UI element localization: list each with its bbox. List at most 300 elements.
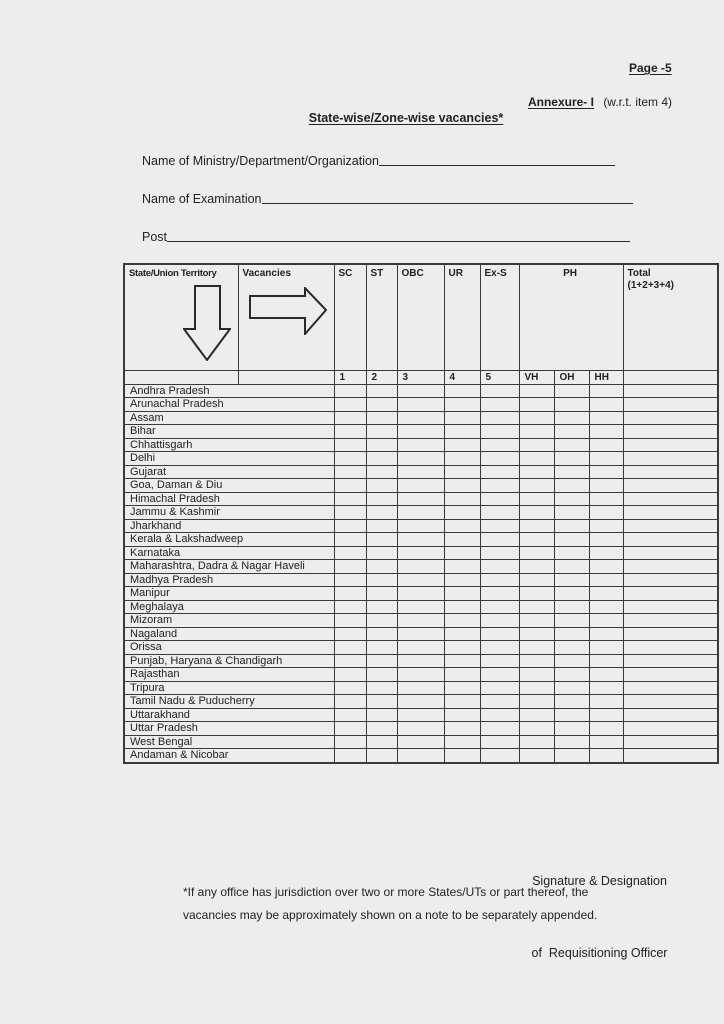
cell-total (623, 560, 718, 574)
col-header-state (124, 264, 238, 370)
cell-oh (554, 614, 589, 628)
cell-obc (397, 695, 444, 709)
cell-st (366, 587, 397, 601)
cell-exs (480, 614, 519, 628)
cell-exs (480, 465, 519, 479)
cell-vh (519, 560, 554, 574)
subheader-vacancies-empty (238, 370, 334, 384)
cell-oh (554, 425, 589, 439)
cell-st (366, 425, 397, 439)
cell-vh (519, 695, 554, 709)
cell-obc (397, 708, 444, 722)
cell-hh (589, 452, 623, 466)
cell-oh (554, 722, 589, 736)
subheader-sc: 1 (334, 370, 366, 384)
table-row (124, 735, 718, 749)
table-row (124, 749, 718, 763)
table-row (124, 695, 718, 709)
cell-obc (397, 627, 444, 641)
cell-vh (519, 668, 554, 682)
col-header-state-label: State/Union Territory (129, 268, 217, 279)
state-name-cell: Chhattisgarh (124, 438, 334, 452)
subheader-vh: VH (519, 370, 554, 384)
cell-vh (519, 438, 554, 452)
cell-vh (519, 425, 554, 439)
cell-total (623, 573, 718, 587)
cell-ur (444, 654, 480, 668)
cell-sc (334, 465, 366, 479)
cell-total (623, 546, 718, 560)
form-field-ministry-label: Name of Ministry/Department/Organization (142, 154, 379, 168)
cell-obc (397, 681, 444, 695)
cell-exs (480, 641, 519, 655)
cell-sc (334, 452, 366, 466)
state-name-cell: West Bengal (124, 735, 334, 749)
cell-exs (480, 708, 519, 722)
cell-vh (519, 546, 554, 560)
subheader-ur: 4 (444, 370, 480, 384)
cell-hh (589, 681, 623, 695)
cell-st (366, 749, 397, 763)
cell-exs (480, 560, 519, 574)
cell-sc (334, 398, 366, 412)
cell-vh (519, 654, 554, 668)
cell-exs (480, 587, 519, 601)
state-name-cell: Nagaland (124, 627, 334, 641)
table-row (124, 641, 718, 655)
cell-total (623, 411, 718, 425)
cell-hh (589, 398, 623, 412)
table-row (124, 506, 718, 520)
table-row (124, 465, 718, 479)
col-header-total (623, 264, 718, 370)
cell-total (623, 533, 718, 547)
cell-oh (554, 681, 589, 695)
state-name-cell: Himachal Pradesh (124, 492, 334, 506)
cell-total (623, 735, 718, 749)
state-name-cell: Rajasthan (124, 668, 334, 682)
cell-obc (397, 398, 444, 412)
cell-obc (397, 533, 444, 547)
cell-oh (554, 438, 589, 452)
cell-sc (334, 438, 366, 452)
cell-sc (334, 627, 366, 641)
cell-sc (334, 492, 366, 506)
cell-oh (554, 708, 589, 722)
cell-hh (589, 384, 623, 398)
cell-obc (397, 560, 444, 574)
col-header-total-line2: (1+2+3+4) (627, 280, 674, 291)
state-name-cell: Mizoram (124, 614, 334, 628)
col-header-sc: SC (334, 264, 366, 370)
cell-hh (589, 668, 623, 682)
cell-vh (519, 749, 554, 763)
cell-obc (397, 749, 444, 763)
table-row (124, 384, 718, 398)
table-row (124, 479, 718, 493)
state-name-cell: Jharkhand (124, 519, 334, 533)
cell-ur (444, 492, 480, 506)
right-arrow-icon (249, 287, 327, 335)
cell-vh (519, 722, 554, 736)
subheader-st: 2 (366, 370, 397, 384)
cell-oh (554, 384, 589, 398)
cell-ur (444, 384, 480, 398)
state-name-cell: Tamil Nadu & Puducherry (124, 695, 334, 709)
cell-obc (397, 452, 444, 466)
table-row (124, 681, 718, 695)
cell-vh (519, 411, 554, 425)
cell-hh (589, 722, 623, 736)
table-row (124, 452, 718, 466)
cell-exs (480, 573, 519, 587)
cell-hh (589, 492, 623, 506)
cell-ur (444, 587, 480, 601)
form-field-post (142, 226, 630, 244)
state-name-cell: Arunachal Pradesh (124, 398, 334, 412)
cell-exs (480, 398, 519, 412)
cell-vh (519, 587, 554, 601)
state-name-cell: Madhya Pradesh (124, 573, 334, 587)
subheader-exs: 5 (480, 370, 519, 384)
cell-st (366, 614, 397, 628)
subheader-total-empty (623, 370, 718, 384)
cell-st (366, 411, 397, 425)
cell-sc (334, 519, 366, 533)
cell-ur (444, 722, 480, 736)
cell-exs (480, 654, 519, 668)
cell-exs (480, 600, 519, 614)
cell-sc (334, 587, 366, 601)
table-row (124, 654, 718, 668)
cell-exs (480, 492, 519, 506)
cell-hh (589, 560, 623, 574)
cell-total (623, 695, 718, 709)
cell-total (623, 749, 718, 763)
form-field-ministry (142, 150, 615, 168)
cell-hh (589, 654, 623, 668)
cell-st (366, 533, 397, 547)
cell-ur (444, 560, 480, 574)
cell-vh (519, 708, 554, 722)
table-row (124, 614, 718, 628)
cell-ur (444, 479, 480, 493)
table-row (124, 425, 718, 439)
cell-exs (480, 668, 519, 682)
cell-vh (519, 384, 554, 398)
cell-vh (519, 479, 554, 493)
cell-sc (334, 384, 366, 398)
cell-sc (334, 708, 366, 722)
table-row (124, 533, 718, 547)
cell-hh (589, 519, 623, 533)
cell-ur (444, 668, 480, 682)
cell-ur (444, 681, 480, 695)
cell-hh (589, 546, 623, 560)
cell-obc (397, 722, 444, 736)
cell-oh (554, 573, 589, 587)
cell-oh (554, 641, 589, 655)
cell-obc (397, 573, 444, 587)
cell-vh (519, 735, 554, 749)
state-name-cell: Meghalaya (124, 600, 334, 614)
cell-st (366, 465, 397, 479)
cell-obc (397, 492, 444, 506)
cell-total (623, 681, 718, 695)
cell-obc (397, 384, 444, 398)
cell-st (366, 627, 397, 641)
cell-st (366, 708, 397, 722)
cell-oh (554, 519, 589, 533)
cell-total (623, 587, 718, 601)
table-row (124, 587, 718, 601)
cell-sc (334, 641, 366, 655)
cell-oh (554, 560, 589, 574)
cell-total (623, 641, 718, 655)
cell-ur (444, 627, 480, 641)
cell-sc (334, 722, 366, 736)
cell-exs (480, 681, 519, 695)
cell-st (366, 735, 397, 749)
table-row (124, 573, 718, 587)
cell-obc (397, 411, 444, 425)
cell-ur (444, 600, 480, 614)
signature-line-2: of Requisitioning Officer (531, 946, 668, 960)
cell-st (366, 479, 397, 493)
cell-oh (554, 533, 589, 547)
cell-st (366, 722, 397, 736)
cell-total (623, 438, 718, 452)
cell-vh (519, 465, 554, 479)
cell-oh (554, 452, 589, 466)
footnote (183, 881, 663, 927)
cell-oh (554, 668, 589, 682)
cell-total (623, 425, 718, 439)
vacancies-table (123, 263, 719, 764)
cell-exs (480, 519, 519, 533)
state-name-cell: Maharashtra, Dadra & Nagar Haveli (124, 560, 334, 574)
cell-sc (334, 411, 366, 425)
table-row (124, 492, 718, 506)
cell-st (366, 519, 397, 533)
footnote-line-2: vacancies may be approximately shown on a note to be separately appended. (183, 908, 598, 922)
cell-st (366, 546, 397, 560)
cell-oh (554, 735, 589, 749)
annexure-label: Annexure- I (527, 95, 594, 109)
cell-sc (334, 668, 366, 682)
cell-hh (589, 411, 623, 425)
cell-total (623, 492, 718, 506)
col-header-vacancies-label: Vacancies (242, 268, 291, 279)
cell-obc (397, 465, 444, 479)
cell-oh (554, 587, 589, 601)
cell-exs (480, 479, 519, 493)
cell-sc (334, 546, 366, 560)
table-row (124, 438, 718, 452)
state-name-cell: Jammu & Kashmir (124, 506, 334, 520)
table-row (124, 627, 718, 641)
state-name-cell: Andaman & Nicobar (124, 749, 334, 763)
cell-obc (397, 506, 444, 520)
subheader-oh: OH (554, 370, 589, 384)
cell-vh (519, 681, 554, 695)
blank-fill-line (262, 203, 633, 204)
cell-exs (480, 384, 519, 398)
cell-vh (519, 452, 554, 466)
state-name-cell: Bihar (124, 425, 334, 439)
cell-sc (334, 573, 366, 587)
cell-exs (480, 425, 519, 439)
cell-exs (480, 452, 519, 466)
cell-exs (480, 735, 519, 749)
cell-ur (444, 398, 480, 412)
cell-oh (554, 695, 589, 709)
cell-hh (589, 425, 623, 439)
state-name-cell: Punjab, Haryana & Chandigarh (124, 654, 334, 668)
cell-exs (480, 533, 519, 547)
table-row (124, 411, 718, 425)
cell-oh (554, 411, 589, 425)
cell-st (366, 681, 397, 695)
annexure-line (528, 95, 672, 109)
cell-ur (444, 465, 480, 479)
table-body (124, 384, 718, 763)
cell-hh (589, 438, 623, 452)
cell-sc (334, 425, 366, 439)
cell-ur (444, 438, 480, 452)
cell-ur (444, 573, 480, 587)
cell-vh (519, 398, 554, 412)
footnote-line-1: *If any office has jurisdiction over two or more States/UTs or part thereof, the (183, 885, 589, 899)
cell-hh (589, 506, 623, 520)
cell-st (366, 398, 397, 412)
cell-ur (444, 735, 480, 749)
col-header-ph: PH (519, 264, 623, 370)
cell-sc (334, 506, 366, 520)
cell-sc (334, 479, 366, 493)
cell-total (623, 506, 718, 520)
cell-hh (589, 600, 623, 614)
state-name-cell: Uttar Pradesh (124, 722, 334, 736)
cell-total (623, 614, 718, 628)
cell-ur (444, 614, 480, 628)
cell-ur (444, 452, 480, 466)
cell-exs (480, 506, 519, 520)
cell-oh (554, 546, 589, 560)
cell-hh (589, 749, 623, 763)
cell-st (366, 492, 397, 506)
cell-ur (444, 749, 480, 763)
col-header-total-line1: Total (627, 268, 651, 279)
cell-obc (397, 546, 444, 560)
cell-oh (554, 398, 589, 412)
cell-total (623, 708, 718, 722)
cell-sc (334, 614, 366, 628)
cell-oh (554, 654, 589, 668)
cell-st (366, 438, 397, 452)
table-row (124, 398, 718, 412)
cell-hh (589, 735, 623, 749)
cell-oh (554, 465, 589, 479)
cell-vh (519, 614, 554, 628)
cell-oh (554, 627, 589, 641)
subheader-state-empty (124, 370, 238, 384)
cell-ur (444, 708, 480, 722)
cell-st (366, 654, 397, 668)
form-field-post-label: Post (142, 230, 168, 244)
table-row (124, 519, 718, 533)
blank-fill-line (167, 241, 630, 242)
cell-total (623, 452, 718, 466)
cell-st (366, 641, 397, 655)
cell-oh (554, 600, 589, 614)
cell-obc (397, 641, 444, 655)
table-row (124, 546, 718, 560)
table-row (124, 560, 718, 574)
cell-obc (397, 735, 444, 749)
col-header-ur: UR (444, 264, 480, 370)
cell-total (623, 668, 718, 682)
cell-exs (480, 749, 519, 763)
cell-total (623, 600, 718, 614)
cell-total (623, 627, 718, 641)
state-name-cell: Orissa (124, 641, 334, 655)
cell-vh (519, 573, 554, 587)
cell-total (623, 398, 718, 412)
cell-total (623, 465, 718, 479)
cell-total (623, 519, 718, 533)
cell-total (623, 384, 718, 398)
state-name-cell: Assam (124, 411, 334, 425)
cell-st (366, 668, 397, 682)
cell-hh (589, 695, 623, 709)
page-number: Page -5 (629, 61, 672, 75)
cell-st (366, 506, 397, 520)
cell-st (366, 384, 397, 398)
cell-st (366, 600, 397, 614)
table-row (124, 708, 718, 722)
cell-vh (519, 600, 554, 614)
col-header-st: ST (366, 264, 397, 370)
cell-total (623, 722, 718, 736)
cell-ur (444, 425, 480, 439)
cell-exs (480, 546, 519, 560)
cell-sc (334, 533, 366, 547)
cell-hh (589, 533, 623, 547)
cell-hh (589, 587, 623, 601)
cell-st (366, 560, 397, 574)
cell-st (366, 452, 397, 466)
cell-obc (397, 425, 444, 439)
table-subheader-row (124, 370, 718, 384)
cell-ur (444, 641, 480, 655)
cell-ur (444, 411, 480, 425)
state-name-cell: Tripura (124, 681, 334, 695)
cell-exs (480, 627, 519, 641)
col-header-vacancies (238, 264, 334, 370)
cell-exs (480, 438, 519, 452)
cell-ur (444, 546, 480, 560)
cell-oh (554, 492, 589, 506)
state-name-cell: Manipur (124, 587, 334, 601)
cell-sc (334, 560, 366, 574)
annexure-note: (w.r.t. item 4) (603, 95, 672, 109)
cell-obc (397, 587, 444, 601)
cell-obc (397, 519, 444, 533)
col-header-exs: Ex-S (480, 264, 519, 370)
blank-fill-line (379, 165, 615, 166)
down-arrow-icon (183, 285, 231, 361)
